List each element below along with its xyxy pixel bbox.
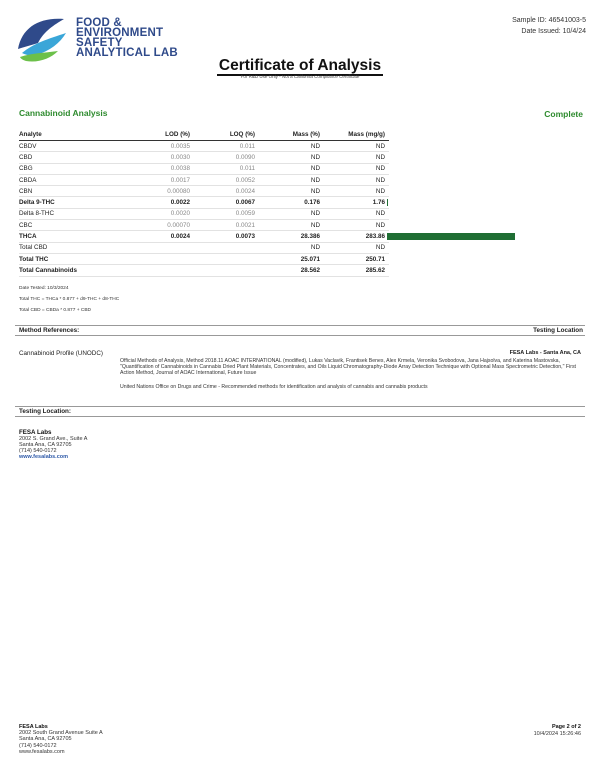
cell-lod: 0.0030 [129, 152, 194, 163]
cell-lod: 0.00070 [129, 220, 194, 231]
cell-analyte: CBDV [19, 141, 129, 152]
footer-lab-name: FESA Labs [19, 724, 48, 730]
lab-phone: (714) 540-0172 [19, 448, 57, 454]
cell-analyte: Total CBD [19, 242, 129, 253]
logo-line: ENVIRONMENT [76, 27, 164, 39]
cell-mass-mg: ND [324, 141, 389, 152]
cell-mass-mg: ND [324, 220, 389, 231]
lab-name: FESA Labs [19, 429, 52, 436]
cell-mass-pct: ND [259, 186, 324, 197]
footer-address-1: 2002 South Grand Avenue Suite A [19, 730, 103, 737]
cell-loq: 0.011 [194, 163, 259, 174]
cell-lod: 0.0017 [129, 174, 194, 185]
date-issued: Date Issued: 10/4/24 [521, 28, 586, 35]
cell-mass-pct: ND [259, 141, 324, 152]
col-mass-pct: Mass (%) [259, 130, 324, 141]
cell-mass-pct: 0.176 [259, 197, 324, 208]
cell-mass-pct: ND [259, 163, 324, 174]
logo-text [76, 18, 178, 58]
cell-mass-pct: ND [259, 208, 324, 219]
table-row [19, 174, 389, 185]
cell-lod [129, 253, 194, 264]
cell-mass-pct: ND [259, 242, 324, 253]
cell-loq [194, 265, 259, 276]
cannabinoid-table [19, 130, 389, 277]
sample-id: Sample ID: 46541003-5 [512, 17, 586, 24]
cell-lod [129, 242, 194, 253]
mass-bar [387, 233, 515, 240]
cell-analyte: Total Cannabinoids [19, 265, 129, 276]
reference-aoac: Official Methods of Analysis, Method 2018.11 AOAC INTERNATIONAL (modified), Lukas Vaclavik, Frantisek Benes, Alex Krmela, Veronika Svobodova, Jana Hajsolva, and Katerina Mastovska, "Quantification of Cannabinoids in Cannabis Dried Plant Materials, Concentrates, and Oils Liquid Chromatography-Diode Array Detection Technique with Optional Mass Spectrometric Detection," First Action Method, Journal of AOAC International, Future Issue [120, 358, 576, 377]
footer-phone: (714) 540-0172 [19, 742, 57, 749]
cell-analyte: CBN [19, 186, 129, 197]
analysis-title: Cannabinoid Analysis [19, 108, 108, 118]
table-row [19, 152, 389, 163]
table-row [19, 231, 389, 242]
cell-analyte: THCA [19, 231, 129, 242]
table-header-row [19, 130, 389, 141]
table-row [19, 163, 389, 174]
cell-loq: 0.0067 [194, 197, 259, 208]
footer-address [19, 724, 103, 755]
header-meta [512, 15, 586, 37]
logo-line: SAFETY [76, 37, 123, 49]
cell-mass-pct: ND [259, 220, 324, 231]
cell-lod: 0.0024 [129, 231, 194, 242]
cell-lod: 0.0022 [129, 197, 194, 208]
cell-mass-pct: 28.562 [259, 265, 324, 276]
logo-line: FOOD & [76, 17, 122, 29]
reference-unodc: United Nations Office on Drugs and Crime - Recommended methods for identification and analysis of cannabis and cannabis products [120, 384, 428, 390]
document-subtitle: For R&D Use Only - Not a California Compliance Certificate [240, 74, 360, 79]
cell-loq [194, 242, 259, 253]
cell-analyte: Total THC [19, 253, 129, 264]
document-title-text: Certificate of Analysis [218, 57, 382, 74]
method-location: FESA Labs - Santa Ana, CA [509, 350, 581, 356]
total-thc-formula: Total THC = THCa * 0.877 + d9-THC + d8-THC [19, 297, 120, 302]
method-references-header [15, 325, 585, 336]
table-row [19, 253, 389, 264]
cell-lod: 0.0020 [129, 208, 194, 219]
table-row [19, 141, 389, 152]
cell-loq: 0.0059 [194, 208, 259, 219]
cell-mass-pct: ND [259, 152, 324, 163]
testing-location-block [19, 430, 87, 460]
lab-address-2: Santa Ana, CA 92705 [19, 442, 72, 448]
cell-mass-pct: ND [259, 174, 324, 185]
footer-address-2: Santa Ana, CA 92705 [19, 736, 72, 743]
cell-loq: 0.0024 [194, 186, 259, 197]
cell-lod [129, 265, 194, 276]
cell-analyte: Delta 9-THC [19, 197, 129, 208]
cell-lod: 0.0035 [129, 141, 194, 152]
testing-location-label: Testing Location [533, 327, 583, 334]
table-row [19, 220, 389, 231]
cell-mass-mg: 250.71 [324, 253, 389, 264]
testing-location-header [15, 406, 585, 417]
cell-mass-mg: ND [324, 174, 389, 185]
cell-analyte: CBDA [19, 174, 129, 185]
cell-analyte: CBC [19, 220, 129, 231]
table-row [19, 242, 389, 253]
cell-lod: 0.00080 [129, 186, 194, 197]
lab-address-1: 2002 S. Grand Ave., Suite A [19, 436, 88, 442]
cell-loq [194, 253, 259, 264]
document-title [0, 57, 600, 75]
total-cbd-formula: Total CBD = CBDa * 0.877 + CBD [19, 308, 91, 313]
footer-website-link[interactable]: www.fesalabs.com [19, 748, 65, 755]
page-number: Page 2 of 2 [551, 724, 581, 730]
cell-analyte: Delta 8-THC [19, 208, 129, 219]
cell-loq: 0.011 [194, 141, 259, 152]
logo-line: ANALYTICAL LAB [76, 47, 178, 59]
cell-analyte: CBD [19, 152, 129, 163]
table-row [19, 197, 389, 208]
cell-mass-mg: 285.62 [324, 265, 389, 276]
col-lod: LOD (%) [129, 130, 194, 141]
cell-mass-mg: 283.86 [324, 231, 389, 242]
cell-mass-mg: ND [324, 152, 389, 163]
date-tested: Date Tested: 10/3/2024 [19, 286, 69, 291]
cell-lod: 0.0038 [129, 163, 194, 174]
cell-analyte: CBG [19, 163, 129, 174]
cell-loq: 0.0021 [194, 220, 259, 231]
lab-website-link[interactable]: www.fesalabs.com [19, 454, 69, 460]
cell-mass-mg: ND [324, 208, 389, 219]
cell-mass-mg: 1.76 [324, 197, 389, 208]
col-loq: LOQ (%) [194, 130, 259, 141]
method-references-label: Method References: [19, 327, 80, 334]
col-mass-mg: Mass (mg/g) [324, 130, 389, 141]
cell-loq: 0.0052 [194, 174, 259, 185]
testing-location-heading: Testing Location: [19, 408, 72, 415]
footer-timestamp: 10/4/2024 15:26:46 [533, 731, 581, 737]
cell-mass-pct: 28.386 [259, 231, 324, 242]
cell-loq: 0.0090 [194, 152, 259, 163]
footer-page-info [534, 724, 581, 738]
table-row [19, 208, 389, 219]
cell-mass-pct: 25.071 [259, 253, 324, 264]
mass-bar [387, 199, 388, 206]
col-analyte: Analyte [19, 130, 129, 141]
cell-mass-mg: ND [324, 186, 389, 197]
cell-mass-mg: ND [324, 163, 389, 174]
cell-mass-mg: ND [324, 242, 389, 253]
cell-loq: 0.0073 [194, 231, 259, 242]
table-row [19, 186, 389, 197]
table-row [19, 265, 389, 276]
analysis-status: Complete [544, 109, 583, 119]
cannabinoid-table-body [19, 141, 389, 277]
method-profile: Cannabinoid Profile (UNODC) [19, 350, 103, 357]
